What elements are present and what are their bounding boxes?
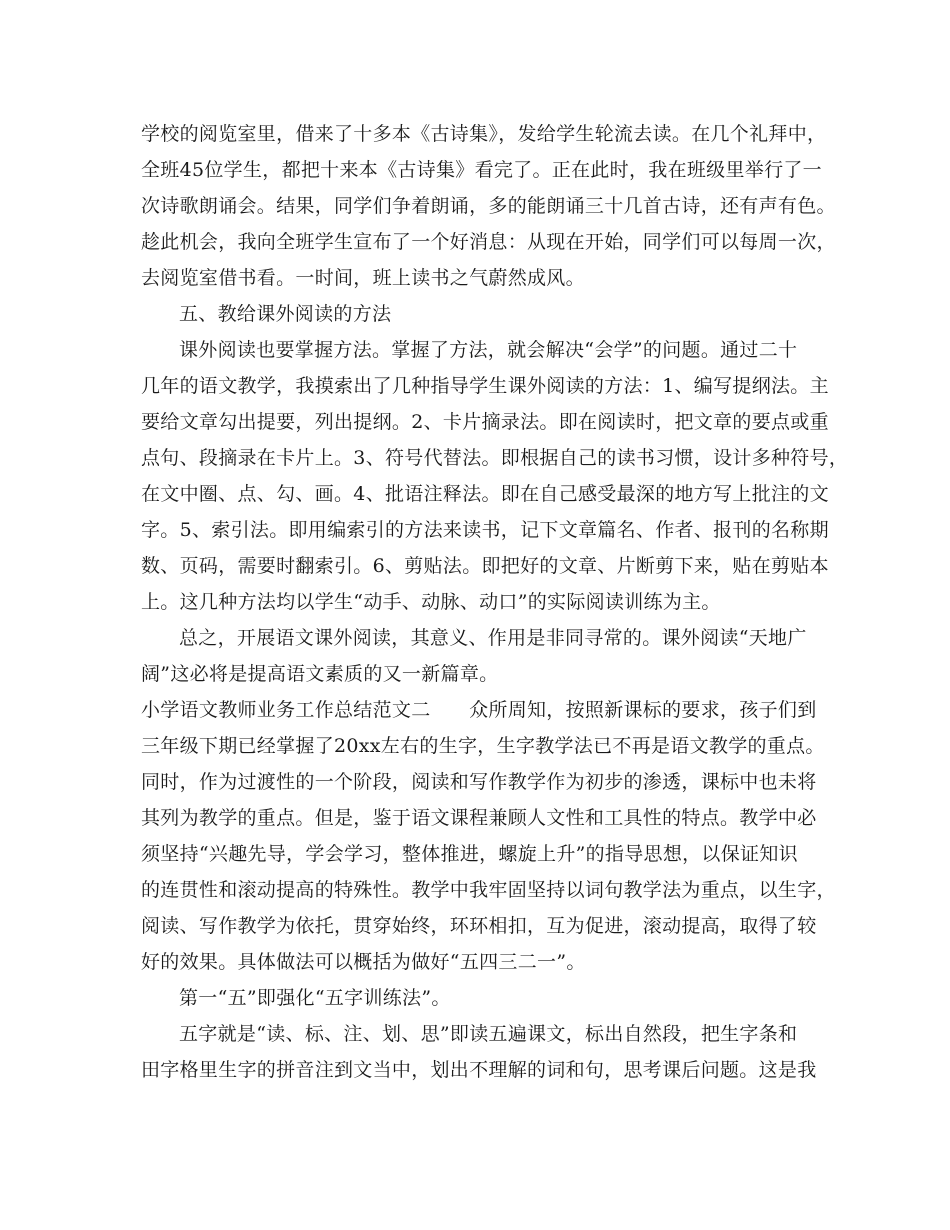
- text-line: 同时，作为过渡性的一个阶段，阅读和写作教学作为初步的渗透，课标中也未将: [141, 771, 817, 793]
- text-line: 在文中圈、点、勾、画。4、批语注释法。即在自己感受最深的地方写上批注的文: [141, 483, 829, 505]
- text-line: 趁此机会，我向全班学生宣布了一个好消息：从现在开始，同学们可以每周一次，: [141, 231, 836, 253]
- text-line: 第一“五”即强化“五字训练法”。: [179, 987, 451, 1009]
- text-line: 次诗歌朗诵会。结果，同学们争着朗诵，多的能朗诵三十几首古诗，还有声有色。: [141, 195, 836, 217]
- text-line: 其列为教学的重点。但是，鉴于语文课程兼顾人文性和工具性的特点。教学中必: [141, 807, 817, 829]
- text-line: 三年级下期已经掌握了20xx左右的生字，生字教学法已不再是语文教学的重点。: [141, 735, 825, 757]
- text-line: 好的效果。具体做法可以概括为做好“五四三二一”。: [141, 951, 586, 973]
- section-title-line: 小学语文教师业务工作总结范文二 众所周知，按照新课标的要求，孩子们到: [141, 699, 817, 721]
- text-line: 阅读、写作教学为依托，贯穿始终，环环相扣，互为促进，滚动提高，取得了较: [141, 915, 817, 937]
- section-heading: 五、教给课外阅读的方法: [179, 303, 392, 325]
- text-line: 点句、段摘录在卡片上。3、符号代替法。即根据自己的读书习惯，设计多种符号，: [141, 447, 849, 469]
- text-line: 须坚持“兴趣先导，学会学习，整体推进，螺旋上升”的指导思想，以保证知识: [141, 843, 798, 865]
- text-line: 几年的语文教学，我摸索出了几种指导学生课外阅读的方法：1、编写提纲法。主: [141, 375, 829, 397]
- text-line: 上。这几种方法均以学生“动手、动脉、动口”的实际阅读训练为主。: [141, 591, 721, 613]
- text-line: 去阅览室借书看。一时间，班上读书之气蔚然成风。: [141, 267, 585, 289]
- text-line: 数、页码，需要时翻索引。6、剪贴法。即把好的文章、片断剪下来，贴在剪贴本: [141, 555, 829, 577]
- text-line: 田字格里生字的拼音注到文当中，划出不理解的词和句，思考课后问题。这是我: [141, 1059, 817, 1081]
- text-line: 课外阅读也要掌握方法。掌握了方法，就会解决“会学”的问题。通过二十: [179, 339, 798, 361]
- text-line: 要给文章勾出提要，列出提纲。2、卡片摘录法。即在阅读时，把文章的要点或重: [141, 411, 829, 433]
- text-line: 字。5、索引法。即用编索引的方法来读书，记下文章篇名、作者、报刊的名称期: [141, 519, 829, 541]
- text-line: 全班45位学生，都把十来本《古诗集》看完了。正在此时，我在班级里举行了一: [141, 159, 822, 181]
- text-line: 的连贯性和滚动提高的特殊性。教学中我牢固坚持以词句教学法为重点，以生字，: [141, 879, 836, 901]
- text-line: 阔”这必将是提高语文素质的又一新篇章。: [141, 663, 499, 685]
- text-line: 总之，开展语文课外阅读，其意义、作用是非同寻常的。课外阅读“天地广: [179, 627, 807, 649]
- text-line: 学校的阅览室里，借来了十多本《古诗集》，发给学生轮流去读。在几个礼拜中，: [141, 123, 827, 145]
- text-line: 五字就是“读、标、注、划、思”即读五遍课文，标出自然段，把生字条和: [179, 1023, 798, 1045]
